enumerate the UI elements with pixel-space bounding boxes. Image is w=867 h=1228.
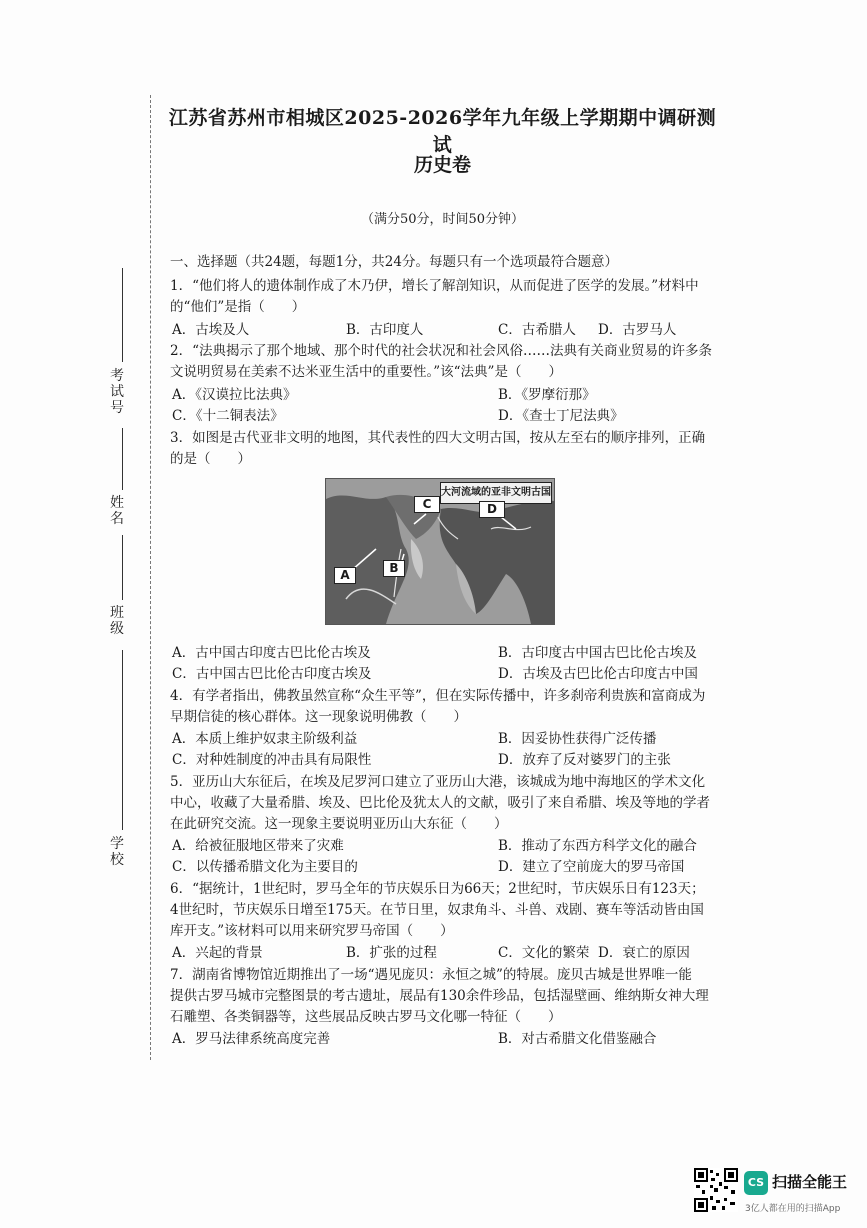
school-label: 学校 bbox=[110, 836, 124, 868]
binding-fold-line bbox=[150, 95, 151, 1060]
q5-stem-line1: 5．亚历山大东征后，在埃及尼罗河口建立了亚历山大港，该城成为地中海地区的学术文化 bbox=[170, 774, 706, 790]
q6-stem-line2: 4世纪时，节庆娱乐日增至175天。在节日里，奴隶角斗、斗兽、戏剧、赛车等活动皆由国 bbox=[170, 902, 704, 918]
q7-stem-line3: 石雕塑、各类铜器等，这些展品反映古罗马文化哪一特征（ ） bbox=[170, 1009, 562, 1025]
q1-option-c[interactable]: C．古希腊人 bbox=[498, 322, 576, 338]
q6-option-c[interactable]: C．文化的繁荣 bbox=[498, 945, 590, 961]
q1-option-b[interactable]: B．古印度人 bbox=[346, 322, 424, 338]
q3-option-d[interactable]: D．古埃及古巴比伦古印度古中国 bbox=[498, 666, 698, 682]
name-label: 姓名 bbox=[110, 495, 124, 527]
map-title: 大河流域的亚非文明古国 bbox=[440, 482, 552, 504]
q3-stem-line1: 3．如图是古代亚非文明的地图，其代表性的四大文明古国，按从左至右的顺序排列，正确 bbox=[170, 430, 706, 446]
q2-option-a[interactable]: A．《汉谟拉比法典》 bbox=[172, 387, 297, 403]
q6-option-b[interactable]: B．扩张的过程 bbox=[346, 945, 437, 961]
q1-option-d[interactable]: D．古罗马人 bbox=[598, 322, 677, 338]
q4-stem-line1: 4．有学者指出，佛教虽然宣称“众生平等”，但在实际传播中，许多刹帝利贵族和富商成为 bbox=[170, 688, 706, 704]
q4-stem-line2: 早期信徒的核心群体。这一现象说明佛教（ ） bbox=[170, 709, 467, 725]
q4-option-b[interactable]: B．因妥协性获得广泛传播 bbox=[498, 731, 657, 747]
q4-option-d[interactable]: D．放弃了反对婆罗门的主张 bbox=[498, 752, 671, 768]
exam-title: 江苏省苏州市相城区2025-2026学年九年级上学期期中调研测试 bbox=[168, 107, 717, 156]
qr-code-icon bbox=[694, 1168, 738, 1212]
q7-stem-line1: 7．湖南省博物馆近期推出了一场“遇见庞贝：永恒之城”的特展。庞贝古城是世界唯一能 bbox=[170, 967, 692, 983]
q1-stem-line1: 1．“他们将人的遗体制作成了木乃伊，增长了解剖知识，从而促进了医学的发展。”材料中 bbox=[170, 278, 699, 294]
q6-option-d[interactable]: D．衰亡的原因 bbox=[598, 945, 690, 961]
q3-option-c[interactable]: C．古中国古巴比伦古印度古埃及 bbox=[172, 666, 372, 682]
q2-option-c[interactable]: C．《十二铜表法》 bbox=[172, 408, 284, 424]
q6-option-a[interactable]: A．兴起的背景 bbox=[172, 945, 263, 961]
name-write-line bbox=[122, 428, 123, 490]
class-label: 班级 bbox=[110, 605, 124, 637]
map-label-b: B bbox=[383, 560, 405, 577]
q7-option-b[interactable]: B．对古希腊文化借鉴融合 bbox=[498, 1031, 657, 1047]
q2-option-d[interactable]: D．《查士丁尼法典》 bbox=[498, 408, 624, 424]
q7-option-a[interactable]: A．罗马法律系统高度完善 bbox=[172, 1031, 331, 1047]
q4-option-c[interactable]: C．对种姓制度的冲击具有局限性 bbox=[172, 752, 372, 768]
camscanner-logo: CS bbox=[744, 1171, 768, 1195]
exam-note: （满分50分，时间50分钟） bbox=[360, 212, 525, 227]
map-label-a: A bbox=[334, 567, 356, 584]
exam-no-write-line bbox=[122, 268, 123, 362]
camscanner-name: 扫描全能王 bbox=[772, 1173, 848, 1191]
q5-option-a[interactable]: A．给被征服地区带来了灾难 bbox=[172, 838, 344, 854]
camscanner-tagline: 3亿人都在用的扫描App bbox=[745, 1204, 841, 1214]
class-write-line bbox=[122, 535, 123, 600]
q3-option-a[interactable]: A．古中国古印度古巴比伦古埃及 bbox=[172, 645, 371, 661]
q4-option-a[interactable]: A．本质上维护奴隶主阶级利益 bbox=[172, 731, 358, 747]
q3-option-b[interactable]: B．古印度古中国古巴比伦古埃及 bbox=[498, 645, 697, 661]
q5-option-c[interactable]: C．以传播希腊文化为主要目的 bbox=[172, 859, 358, 875]
map-label-c: C bbox=[414, 496, 440, 513]
q2-stem-line1: 2．“法典揭示了那个地域、那个时代的社会状况和社会风俗……法典有关商业贸易的许多条 bbox=[170, 343, 712, 359]
q1-option-a[interactable]: A．古埃及人 bbox=[172, 322, 250, 338]
q5-option-b[interactable]: B．推动了东西方科学文化的融合 bbox=[498, 838, 697, 854]
q6-stem-line3: 库开支。”该材料可以用来研究罗马帝国（ ） bbox=[170, 923, 454, 939]
exam-subtitle: 历史卷 bbox=[413, 154, 471, 176]
section-heading: 一、选择题（共24题，每题1分，共24分。每题只有一个选项最符合题意） bbox=[170, 254, 618, 270]
q7-stem-line2: 提供古罗马城市完整图景的考古遗址，展品有130余件珍品，包括湿壁画、维纳斯女神大理 bbox=[170, 988, 709, 1004]
q3-stem-line2: 的是（ ） bbox=[170, 451, 251, 467]
exam-no-label: 考试号 bbox=[110, 368, 124, 416]
map-label-d: D bbox=[479, 501, 505, 518]
q6-stem-line1: 6．“据统计，1世纪时，罗马全年的节庆娱乐日为66天；2世纪时，节庆娱乐日有123天； bbox=[170, 881, 705, 897]
q2-stem-line2: 文说明贸易在美索不达米亚生活中的重要性。”该“法典”是（ ） bbox=[170, 364, 562, 380]
q5-stem-line3: 在此研究交流。这一现象主要说明亚历山大东征（ ） bbox=[170, 816, 508, 832]
q2-option-b[interactable]: B．《罗摩衍那》 bbox=[498, 387, 596, 403]
q1-stem-line2: 的“他们”是指（ ） bbox=[170, 299, 306, 315]
q5-option-d[interactable]: D．建立了空前庞大的罗马帝国 bbox=[498, 859, 685, 875]
q5-stem-line2: 中心，收藏了大量希腊、埃及、巴比伦及犹太人的文献，吸引了来自希腊、埃及等地的学者 bbox=[170, 795, 710, 811]
school-write-line bbox=[122, 650, 123, 830]
